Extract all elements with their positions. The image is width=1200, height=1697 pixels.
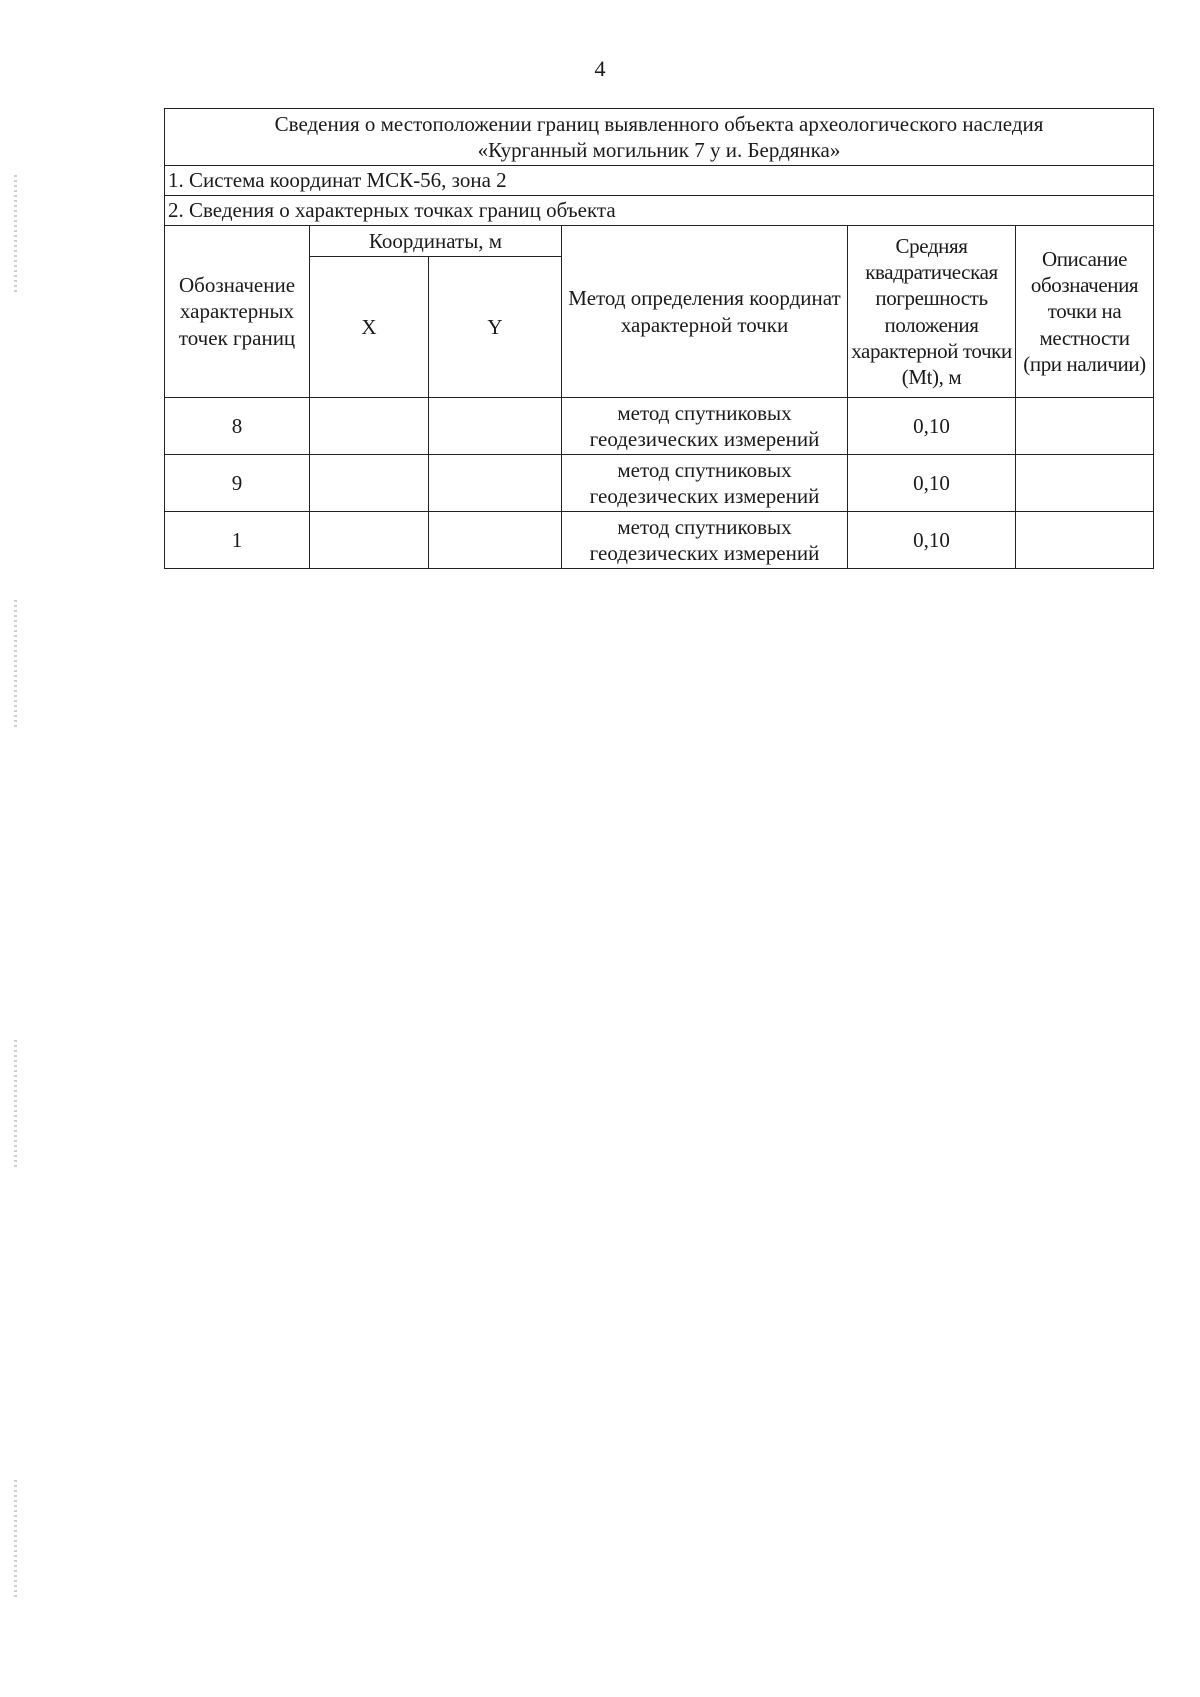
cell-method: метод спутниковых геодезических измерений: [562, 512, 848, 569]
header-point-designation: Обозначение характерных точек границ: [165, 226, 310, 398]
cell-method: метод спутниковых геодезических измерений: [562, 398, 848, 455]
scan-artifact: [14, 175, 17, 295]
cell-method: метод спутниковых геодезических измерений: [562, 455, 848, 512]
header-y: Y: [429, 257, 562, 398]
table-title-line2: «Курганный могильник 7 у и. Бердянка»: [477, 138, 841, 162]
cell-description: [1016, 512, 1154, 569]
table-row: [165, 512, 1154, 569]
cell-point: 8: [165, 398, 310, 455]
header-x: X: [310, 257, 429, 398]
header-description: Описание обозначения точки на местности (при наличии): [1016, 226, 1154, 398]
section-characteristic-points: 2. Сведения о характерных точках границ объекта: [165, 196, 1154, 226]
cell-x: [310, 455, 429, 512]
table-title-line1: Сведения о местоположении границ выявленного объекта археологического наследия: [274, 111, 1044, 136]
header-mean-error: Средняя квадратическая погрешность положения характерной точки (Mt), м: [848, 226, 1016, 398]
section-row: [165, 196, 1154, 226]
table-title: [165, 109, 1154, 166]
cell-description: [1016, 455, 1154, 512]
cell-description: [1016, 398, 1154, 455]
table-row: [165, 398, 1154, 455]
scan-artifact: [14, 1480, 17, 1600]
cell-y: [429, 398, 562, 455]
cell-error: 0,10: [848, 398, 1016, 455]
scan-artifact: [14, 600, 17, 730]
page-number: 4: [594, 56, 606, 81]
header-method: Метод определения координат характерной точки: [562, 226, 848, 398]
cell-y: [429, 455, 562, 512]
cell-x: [310, 512, 429, 569]
boundary-coordinates-table: [164, 108, 1154, 569]
cell-x: [310, 398, 429, 455]
cell-y: [429, 512, 562, 569]
cell-point: 1: [165, 512, 310, 569]
cell-error: 0,10: [848, 512, 1016, 569]
scan-artifact: [14, 1040, 17, 1170]
cell-error: 0,10: [848, 455, 1016, 512]
section-coordinate-system: 1. Система координат МСК-56, зона 2: [165, 166, 1154, 196]
cell-point: 9: [165, 455, 310, 512]
header-coordinates: Координаты, м: [310, 226, 562, 257]
table-title-row: [165, 109, 1154, 166]
section-row: [165, 166, 1154, 196]
table-row: [165, 455, 1154, 512]
header-row: [165, 226, 1154, 257]
